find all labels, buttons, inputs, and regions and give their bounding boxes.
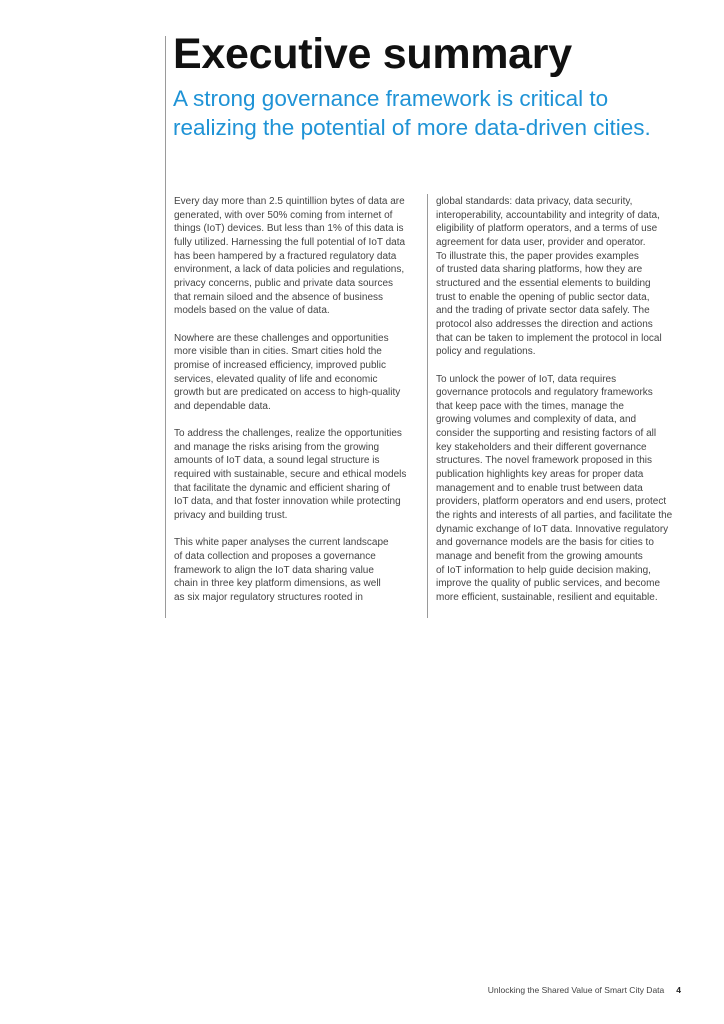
paragraph-line: growing volumes and complexity of data, and [436, 414, 637, 426]
paragraph-line: and dependable data. [174, 400, 271, 412]
page-footer [488, 985, 681, 995]
paragraph-line: Every day more than 2.5 quintillion bytes of data are [174, 196, 405, 207]
paragraph-line: trust to enable the opening of public sector data, [436, 291, 650, 303]
paragraph-line: that can be taken to implement the protocol in local [436, 332, 662, 344]
paragraph-line: consider the supporting and resisting factors of all [436, 428, 657, 440]
paragraph-line: structured and the essential elements to building [436, 277, 651, 289]
paragraph-line: the rights and interests of all parties, and facilitate the [436, 510, 673, 522]
paragraph-line: governance protocols and regulatory frameworks [436, 387, 653, 399]
subtitle-line: A strong governance framework is critical to [173, 86, 609, 111]
paragraph-line: To illustrate this, the paper provides examples [436, 250, 639, 262]
paragraph-line: services, elevated quality of life and economic [174, 373, 378, 385]
paragraph-line: publication highlights key areas for proper data [436, 469, 644, 481]
footer-publication-title: Unlocking the Shared Value of Smart City Data [487, 985, 665, 995]
subtitle-line: realizing the potential of more data-driven cities. [173, 115, 651, 140]
paragraph-line: things (IoT) devices. But less than 1% of this data is [174, 223, 404, 235]
body-paragraph [174, 332, 422, 414]
body-column-right [436, 195, 686, 618]
paragraph-line: models based on the value of data. [174, 305, 330, 317]
page-number: 4 [676, 985, 681, 995]
paragraph-line: management and to enable trust between data [436, 482, 643, 494]
page-title: Executive summary [173, 30, 572, 78]
paragraph-line: required with sustainable, secure and ethical models [174, 469, 407, 481]
paragraph-line: growth but are predicated on access to high-quality [174, 387, 401, 399]
body-paragraph [174, 427, 422, 523]
paragraph-line: that remain siloed and the absence of business [174, 291, 384, 303]
paragraph-line: promise of increased efficiency, improved public [174, 359, 386, 371]
paragraph-line: improve the quality of public services, and become [436, 578, 661, 590]
paragraph-line: and the trading of private sector data safely. The [436, 305, 650, 317]
paragraph-line: and manage the risks arising from the growing [174, 441, 380, 453]
body-paragraph [174, 536, 422, 604]
column-divider-rule [427, 194, 428, 618]
paragraph-line: This white paper analyses the current landscape [174, 537, 389, 549]
paragraph-line: To unlock the power of IoT, data requires [436, 373, 617, 385]
paragraph-line: providers, platform operators and end users, protect [436, 496, 667, 508]
paragraph-line: manage and benefit from the growing amounts [436, 551, 643, 563]
paragraph-line: environment, a lack of data policies and regulations, [174, 264, 405, 276]
paragraph-line: and governance models are the basis for cities to [436, 537, 654, 549]
paragraph-line: agreement for data user, provider and operator. [436, 236, 646, 248]
paragraph-line: Nowhere are these challenges and opportunities [174, 332, 389, 344]
paragraph-line: of IoT information to help guide decision making, [436, 564, 651, 576]
paragraph-line: has been hampered by a fractured regulatory data [174, 250, 397, 262]
paragraph-line: of trusted data sharing platforms, how they are [436, 264, 643, 276]
body-column-left [174, 195, 422, 618]
paragraph-line: privacy and building trust. [174, 510, 288, 522]
paragraph-line: structures. The novel framework proposed in this [436, 455, 653, 467]
paragraph-line: dynamic exchange of IoT data. Innovative regulatory [436, 523, 669, 535]
paragraph-line: fully utilized. Harnessing the full potential of IoT data [174, 236, 406, 248]
paragraph-line: chain in three key platform dimensions, as well [174, 578, 381, 590]
paragraph-line: privacy concerns, public and private data sources [174, 277, 394, 289]
paragraph-line: of data collection and proposes a governance [174, 551, 376, 563]
paragraph-line: global standards: data privacy, data security, [436, 196, 633, 207]
paragraph-line: that facilitate the dynamic and efficient sharing of [174, 482, 391, 494]
paragraph-line: To address the challenges, realize the opportunities [174, 428, 402, 440]
paragraph-line: as six major regulatory structures rooted in [174, 591, 363, 603]
paragraph-line: amounts of IoT data, a sound legal structure is [174, 455, 380, 467]
page-subtitle [173, 84, 703, 142]
left-margin-rule [165, 36, 166, 618]
paragraph-line: generated, with over 50% coming from internet of [174, 209, 393, 221]
paragraph-line: more efficient, sustainable, resilient and equitable. [436, 592, 658, 604]
body-paragraph [174, 195, 422, 318]
body-paragraph [436, 373, 686, 605]
paragraph-line: more visible than in cities. Smart cities hold the [174, 346, 382, 358]
paragraph-line: policy and regulations. [436, 346, 536, 358]
paragraph-line: IoT data, and that foster innovation while protecting [174, 496, 401, 508]
body-paragraph [436, 195, 686, 359]
paragraph-line: interoperability, accountability and integrity of data, [436, 209, 660, 221]
paragraph-line: eligibility of platform operators, and a terms of use [436, 223, 658, 235]
paragraph-line: protocol also addresses the direction and actions [436, 318, 653, 330]
paragraph-line: that keep pace with the times, manage the [436, 400, 624, 412]
paragraph-line: framework to align the IoT data sharing value [174, 564, 374, 576]
paragraph-line: key stakeholders and their different governance [436, 441, 647, 453]
